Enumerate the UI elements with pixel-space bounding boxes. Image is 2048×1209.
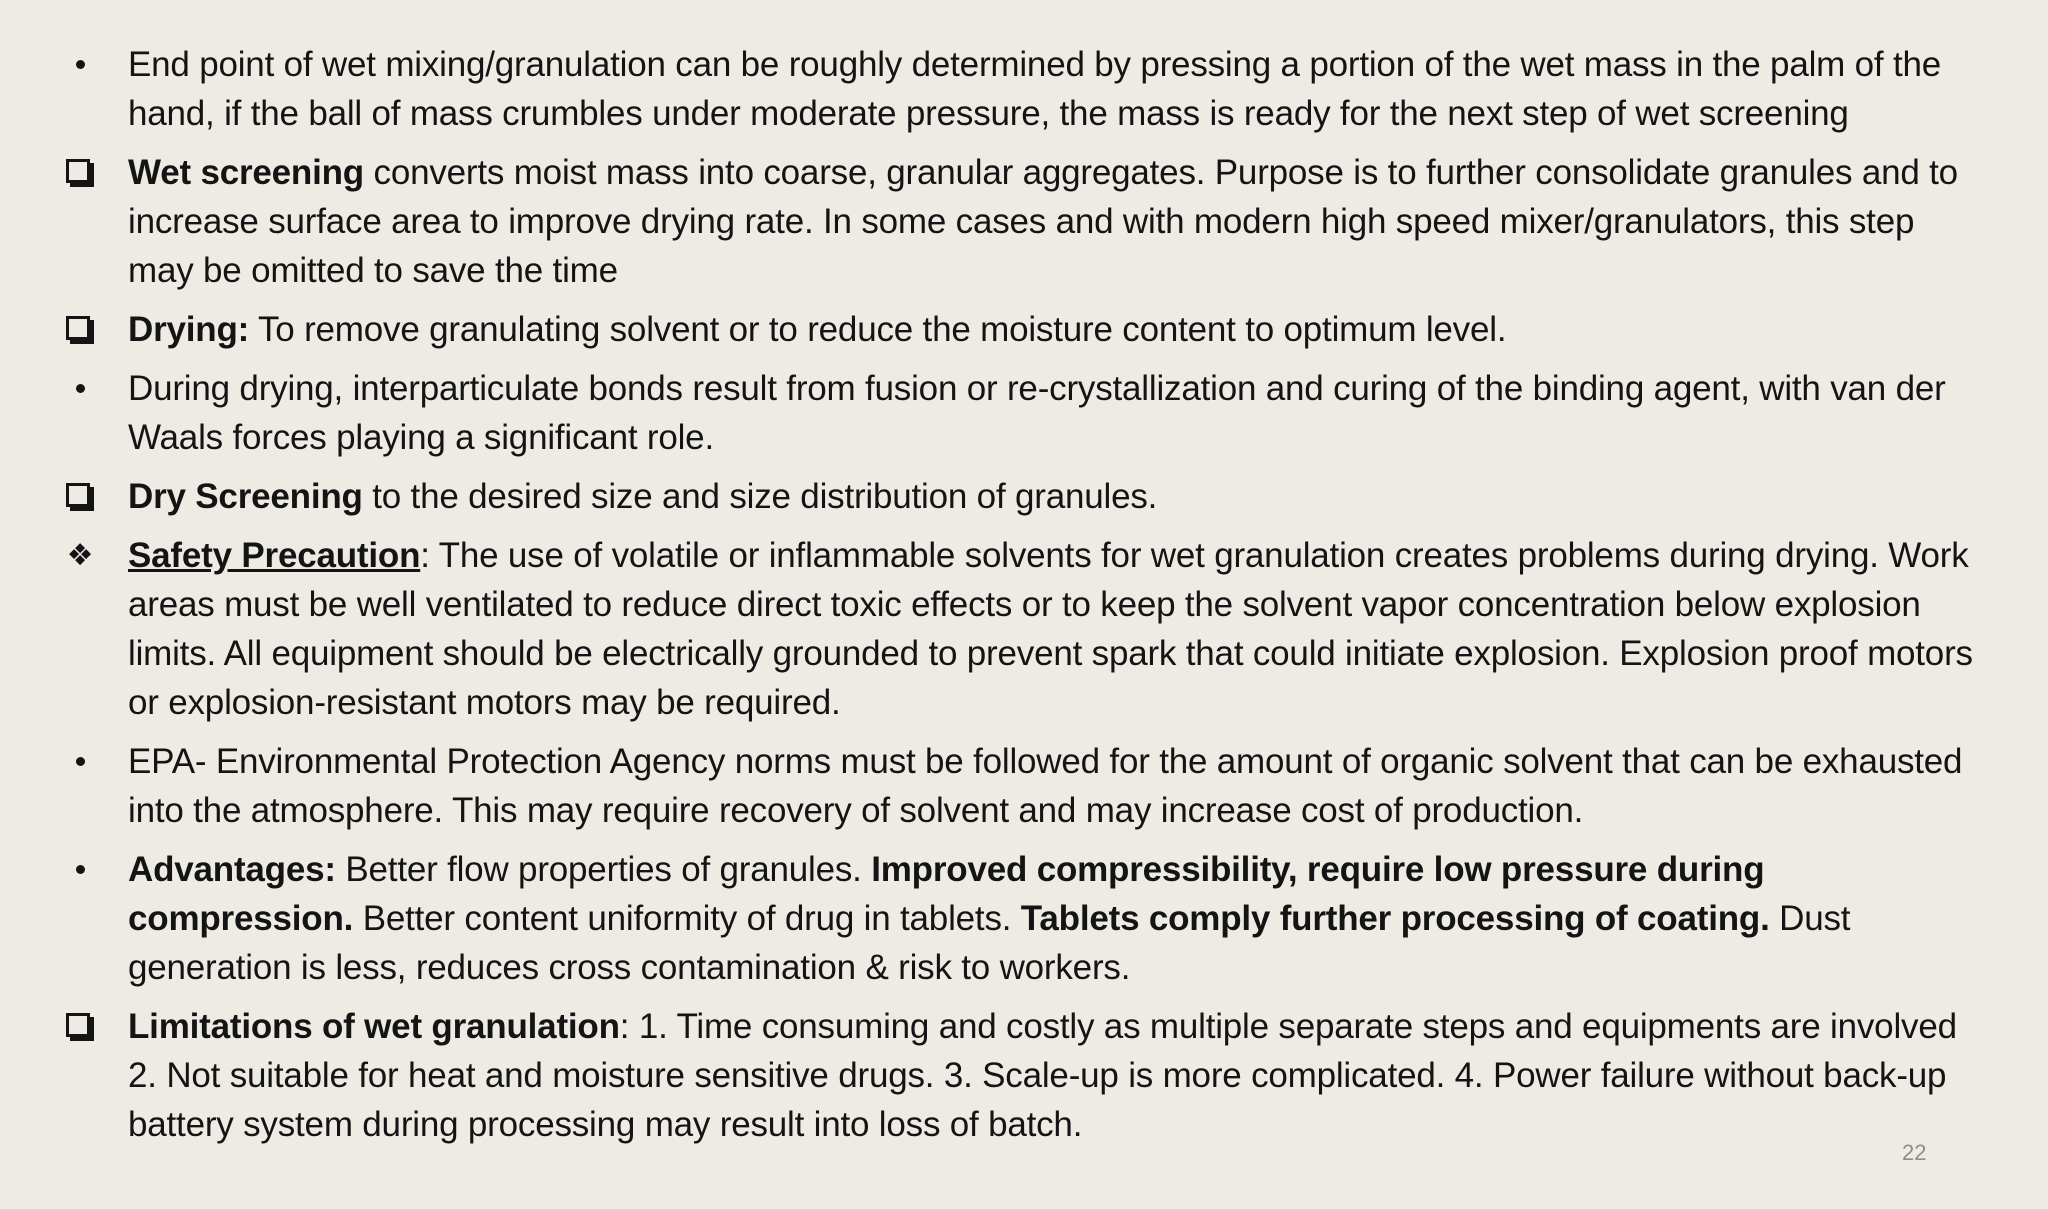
item-heading: Advantages: [128, 850, 336, 889]
item-text: Better flow properties of granules. [335, 850, 872, 889]
list-item-dry-screening [60, 472, 1980, 521]
item-heading: Limitations of wet granulation [128, 1007, 620, 1046]
item-text: : The use of volatile or inflammable solvents for wet granulation creates problems during drying. Work areas must be well ventilated to reduce direct toxic effects or to keep the solvent vapor concentration below explosion limits. All equipment should be electrically grounded to prevent spark that could initiate explosion. Explosion proof motors or explosion-resistant motors may be required. [128, 536, 1973, 722]
item-text: Better content uniformity of drug in tablets. [353, 899, 1021, 938]
item-text: converts moist mass into coarse, granular aggregates. Purpose is to further consolidate granules and to increase surface area to improve drying rate. In some cases and with modern high speed mixer/granulators, this step may be omitted to save the time [128, 153, 1958, 290]
bullet-dot-icon [60, 40, 100, 89]
item-emphasis: Tablets comply further processing of coating. [1020, 899, 1770, 938]
item-heading: Dry Screening [128, 477, 363, 516]
list-item-drying-bonds [60, 364, 1980, 462]
list-item-wet-screening [60, 148, 1980, 295]
item-text: Dust generation is less, reduces cross contamination & risk to workers. [128, 899, 1851, 987]
item-text: EPA- Environmental Protection Agency norms must be followed for the amount of organic solvent that can be exhausted into the atmosphere. This may require recovery of solvent and may increase cost of production. [128, 742, 1963, 830]
checkbox-bullet-icon [60, 1002, 100, 1051]
item-heading: Safety Precaution [128, 536, 421, 575]
item-text: : 1. Time consuming and costly as multiple separate steps and equipments are involved 2. Not suitable for heat and moisture sensitive drugs. 3. Scale-up is more complicated. 4. Power failure without back-up battery system during processing may result into loss of batch. [128, 1007, 1957, 1144]
checkbox-bullet-icon [60, 148, 100, 197]
diamond-star-bullet-icon: ❖ [66, 539, 94, 572]
checkbox-bullet-icon [60, 305, 100, 354]
item-heading: Drying: [128, 310, 250, 349]
item-text: To remove granulating solvent or to reduce the moisture content to optimum level. [249, 310, 1507, 349]
list-item-safety-precaution [60, 531, 1980, 727]
bullet-dot-icon [60, 845, 100, 894]
item-text: End point of wet mixing/granulation can be roughly determined by pressing a portion of the wet mass in the palm of the hand, if the ball of mass crumbles under moderate pressure, the mass is ready for the next step of wet screening [128, 45, 1942, 133]
list-item-limitations [60, 1002, 1980, 1149]
list-item-wet-mixing-end-point [60, 40, 1980, 138]
item-heading: Wet screening [128, 153, 364, 192]
item-text: to the desired size and size distribution of granules. [362, 477, 1158, 516]
list-item-drying [60, 305, 1980, 354]
item-text: During drying, interparticulate bonds result from fusion or re-crystallization and curing of the binding agent, with van der Waals forces playing a significant role. [128, 369, 1946, 457]
item-emphasis: Improved compressibility, require low pressure during compression. [128, 850, 1765, 938]
bullet-list [60, 40, 1980, 1159]
page-number: 22 [1902, 1140, 1927, 1165]
checkbox-bullet-icon [60, 472, 100, 521]
list-item-epa-norms [60, 737, 1980, 835]
list-item-advantages [60, 845, 1980, 992]
bullet-dot-icon [60, 364, 100, 413]
bullet-dot-icon [60, 737, 100, 786]
